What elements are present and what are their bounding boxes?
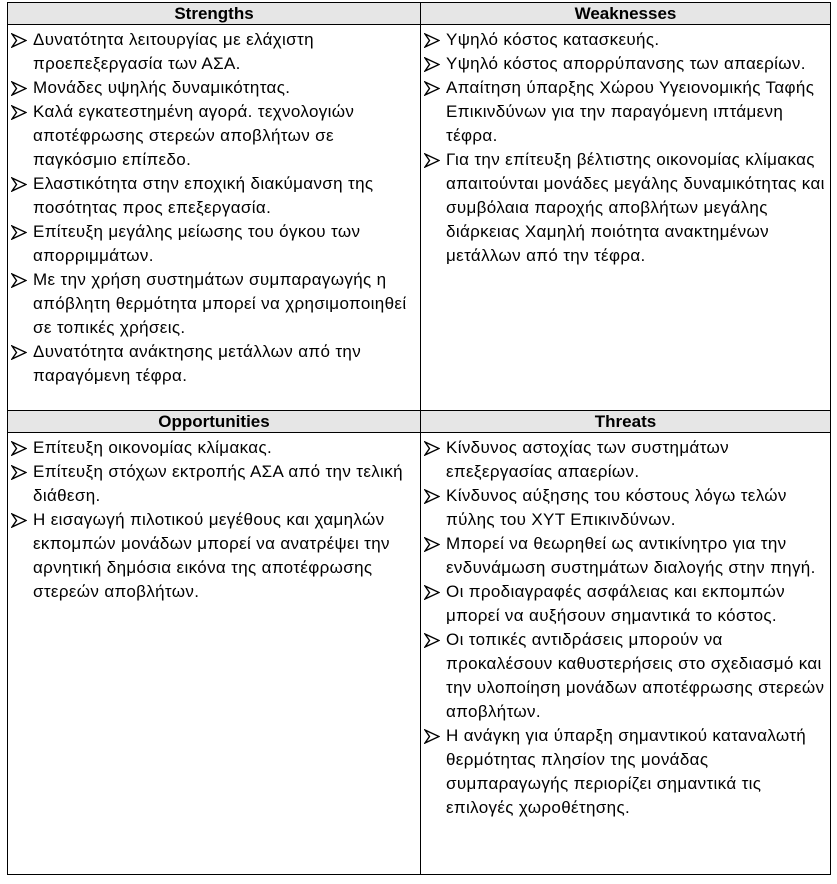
list-item: [424, 148, 826, 268]
list-item: [424, 628, 826, 724]
weaknesses-header: Weaknesses: [421, 3, 831, 25]
list-item-text: Για την επίτευξη βέλτιστης οικονομίας κλίμακας απαιτούνται μονάδες μεγάλης δυναμικότητας και συμβόλαια παροχής αποβλήτων μεγάλης διάρκειας Χαμηλή ποιότητα ανακτημένων μετάλλων από την τέφρα.: [446, 150, 825, 265]
list-item: [11, 460, 416, 508]
list-item-text: Επίτευξη μεγάλης μείωσης του όγκου των απορριμμάτων.: [33, 222, 361, 265]
list-item-text: Απαίτηση ύπαρξης Χώρου Υγειονομικής Ταφής Επικινδύνων για την παραγόμενη ιπτάμενη τέφρα.: [446, 78, 815, 145]
list-item: [11, 508, 416, 604]
list-item: [424, 484, 826, 532]
list-item: [424, 580, 826, 628]
list-item-text: Οι προδιαγραφές ασφάλειας και εκπομπών μπορεί να αυξήσουν σημαντικά το κόστος.: [446, 582, 785, 625]
list-item-text: Καλά εγκατεστημένη αγορά. τεχνολογιών αποτέφρωσης στερεών αποβλήτων σε παγκόσμιο επίπεδο.: [33, 102, 355, 169]
list-item: [11, 220, 416, 268]
weaknesses-cell: [421, 25, 831, 411]
opportunities-list: [11, 436, 416, 604]
list-item-text: Επίτευξη στόχων εκτροπής ΑΣΑ από την τελική διάθεση.: [33, 462, 403, 505]
list-item: [424, 436, 826, 484]
arrowhead-bullet-icon: [11, 220, 31, 244]
strengths-list: [11, 28, 416, 388]
arrowhead-bullet-icon: [11, 172, 31, 196]
arrowhead-bullet-icon: [424, 580, 444, 604]
list-item-text: Κίνδυνος αστοχίας των συστημάτων επεξεργασίας απαερίων.: [446, 438, 729, 481]
list-item-text: Δυνατότητα λειτουργίας με ελάχιστη προεπεξεργασία των ΑΣΑ.: [33, 30, 314, 73]
strengths-header: Strengths: [8, 3, 421, 25]
arrowhead-bullet-icon: [424, 52, 444, 76]
list-item: [424, 28, 826, 52]
arrowhead-bullet-icon: [11, 508, 31, 532]
opportunities-header: Opportunities: [8, 411, 421, 433]
list-item-text: Η ανάγκη για ύπαρξη σημαντικού καταναλωτή θερμότητας πλησίον της μονάδας συμπαραγωγής περιορίζει σημαντικά τις επιλογές χωροθέτησης.: [446, 726, 807, 817]
arrowhead-bullet-icon: [11, 436, 31, 460]
list-item: [11, 268, 416, 340]
list-item: [11, 172, 416, 220]
list-item: [11, 436, 416, 460]
list-item-text: Υψηλό κόστος απορρύπανσης των απαερίων.: [446, 54, 806, 73]
arrowhead-bullet-icon: [424, 76, 444, 100]
list-item: [11, 100, 416, 172]
list-item-text: Επίτευξη οικονομίας κλίμακας.: [33, 438, 273, 457]
list-item: [424, 52, 826, 76]
list-item-text: Ελαστικότητα στην εποχική διακύμανση της ποσότητας προς επεξεργασία.: [33, 174, 374, 217]
list-item: [424, 724, 826, 820]
opportunities-cell: [8, 433, 421, 875]
list-item-text: Μπορεί να θεωρηθεί ως αντικίνητρο για την ενδυνάμωση συστημάτων διαλογής στην πηγή.: [446, 534, 816, 577]
arrowhead-bullet-icon: [424, 484, 444, 508]
weaknesses-list: [424, 28, 826, 268]
list-item: [424, 532, 826, 580]
arrowhead-bullet-icon: [424, 28, 444, 52]
list-item: [11, 28, 416, 76]
arrowhead-bullet-icon: [11, 340, 31, 364]
threats-header: Threats: [421, 411, 831, 433]
arrowhead-bullet-icon: [11, 268, 31, 292]
list-item: [11, 76, 416, 100]
list-item-text: Δυνατότητα ανάκτησης μετάλλων από την παραγόμενη τέφρα.: [33, 342, 362, 385]
list-item-text: Οι τοπικές αντιδράσεις μπορούν να προκαλέσουν καθυστερήσεις στο σχεδιασμό και την υλοποίηση μονάδων αποτέφρωσης στερεών αποβλήτων.: [446, 630, 825, 721]
arrowhead-bullet-icon: [11, 460, 31, 484]
list-item: [424, 76, 826, 148]
arrowhead-bullet-icon: [424, 436, 444, 460]
arrowhead-bullet-icon: [424, 724, 444, 748]
arrowhead-bullet-icon: [424, 148, 444, 172]
list-item-text: Με την χρήση συστημάτων συμπαραγωγής η απόβλητη θερμότητα μπορεί να χρησιμοποιηθεί σε τοπικές χρήσεις.: [33, 270, 407, 337]
list-item: [11, 340, 416, 388]
list-item-text: Μονάδες υψηλής δυναμικότητας.: [33, 78, 291, 97]
arrowhead-bullet-icon: [424, 628, 444, 652]
list-item-text: Υψηλό κόστος κατασκευής.: [446, 30, 660, 49]
list-item-text: Κίνδυνος αύξησης του κόστους λόγω τελών πύλης του ΧΥΤ Επικινδύνων.: [446, 486, 787, 529]
threats-list: [424, 436, 826, 820]
list-item-text: Η εισαγωγή πιλοτικού μεγέθους και χαμηλών εκπομπών μονάδων μπορεί να ανατρέψει την αρνητική δημόσια εικόνα της αποτέφρωσης στερεών αποβλήτων.: [33, 510, 390, 601]
arrowhead-bullet-icon: [11, 100, 31, 124]
swot-table: [7, 2, 831, 875]
arrowhead-bullet-icon: [11, 28, 31, 52]
arrowhead-bullet-icon: [11, 76, 31, 100]
threats-cell: [421, 433, 831, 875]
strengths-cell: [8, 25, 421, 411]
arrowhead-bullet-icon: [424, 532, 444, 556]
